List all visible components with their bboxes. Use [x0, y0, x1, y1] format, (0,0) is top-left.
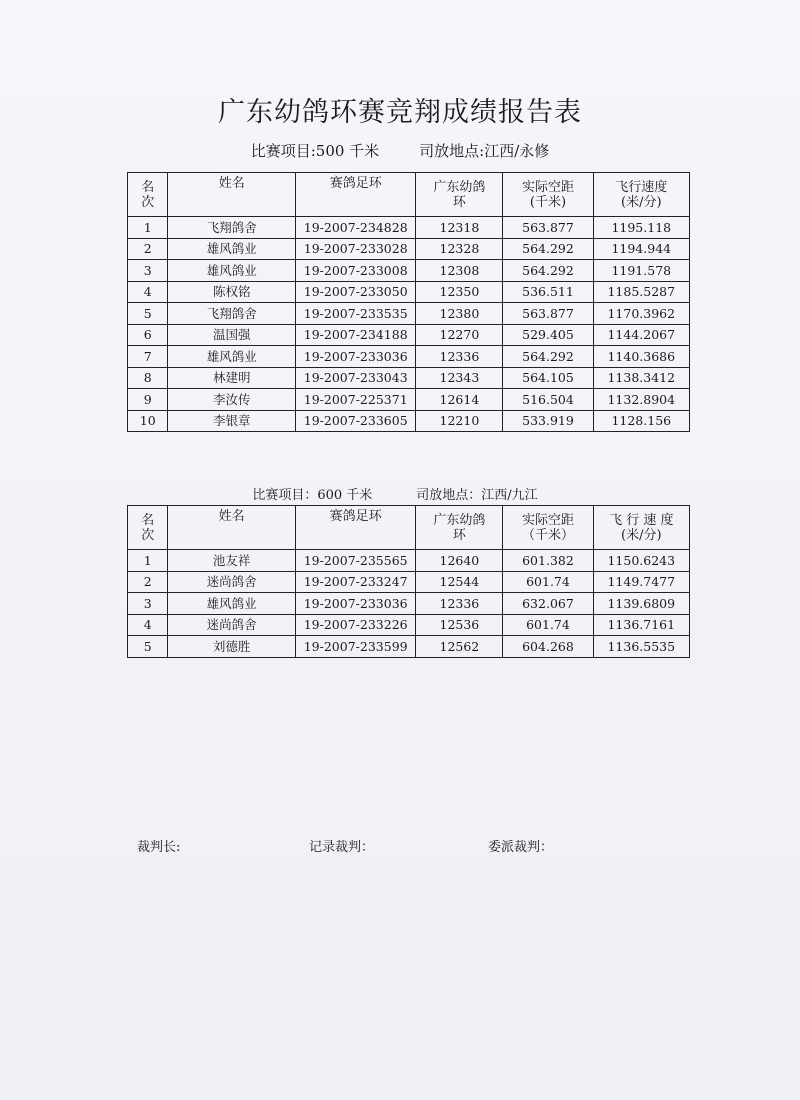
table-row: [128, 389, 690, 411]
cell-gd-ring: 12336: [416, 593, 503, 615]
cell-rank: 5: [128, 303, 168, 325]
race1-header-row: [128, 173, 690, 217]
cell-speed: 1140.3686: [593, 346, 689, 368]
table-row: [128, 346, 690, 368]
race1-subtitle: [0, 140, 800, 161]
cell-rank: 10: [128, 410, 168, 432]
cell-speed: 1144.2067: [593, 324, 689, 346]
header-speed: 飞 行 速 度 (米/分): [593, 506, 689, 550]
header-distance: 实际空距 (千米): [503, 173, 593, 217]
cell-name: 雄风鸽业: [168, 593, 296, 615]
cell-distance: 536.511: [503, 281, 593, 303]
cell-ring: 19-2007-233036: [295, 593, 415, 615]
cell-rank: 9: [128, 389, 168, 411]
cell-rank: 4: [128, 281, 168, 303]
race2-item-label: 比赛项目：600 千米: [252, 488, 373, 503]
cell-rank: 1: [128, 550, 168, 572]
table-row: [128, 593, 690, 615]
table-row: [128, 324, 690, 346]
recording-referee-label: 记录裁判：: [309, 840, 375, 855]
cell-gd-ring: 12343: [416, 367, 503, 389]
cell-distance: 564.292: [503, 260, 593, 282]
cell-distance: 563.877: [503, 217, 593, 239]
cell-ring: 19-2007-234828: [296, 217, 416, 239]
cell-gd-ring: 12562: [416, 636, 503, 658]
cell-rank: 4: [128, 614, 168, 636]
cell-rank: 8: [128, 367, 168, 389]
race1-results-table: [127, 172, 690, 432]
cell-name: 池友祥: [168, 550, 296, 572]
cell-ring: 19-2007-234188: [296, 324, 416, 346]
race2-location-label: 司放地点：江西/九江: [416, 488, 538, 503]
cell-name: 迷尚鸽舍: [168, 614, 296, 636]
cell-name: 飞翔鸽舍: [168, 217, 296, 239]
cell-rank: 3: [128, 260, 168, 282]
cell-distance: 516.504: [503, 389, 593, 411]
cell-name: 刘德胜: [168, 636, 296, 658]
table-row: [128, 571, 690, 593]
cell-ring: 19-2007-225371: [296, 389, 416, 411]
race1-table-body: [128, 217, 690, 432]
cell-speed: 1139.6809: [593, 593, 689, 615]
race2-results-table: [127, 505, 690, 658]
table-row: [128, 217, 690, 239]
header-ring: 赛鸽足环: [295, 506, 415, 550]
cell-ring: 19-2007-233226: [295, 614, 415, 636]
cell-rank: 5: [128, 636, 168, 658]
cell-speed: 1185.5287: [593, 281, 689, 303]
table-row: [128, 281, 690, 303]
cell-speed: 1149.7477: [593, 571, 689, 593]
cell-gd-ring: 12210: [416, 410, 503, 432]
cell-gd-ring: 12336: [416, 346, 503, 368]
header-rank: 名 次: [128, 506, 168, 550]
cell-name: 迷尚鸽舍: [168, 571, 296, 593]
cell-gd-ring: 12350: [416, 281, 503, 303]
cell-name: 陈权铭: [168, 281, 296, 303]
table-row: [128, 238, 690, 260]
cell-distance: 564.292: [503, 346, 593, 368]
table-row: [128, 550, 690, 572]
chief-referee-label: 裁判长:: [137, 840, 181, 855]
cell-ring: 19-2007-233043: [296, 367, 416, 389]
cell-speed: 1128.156: [593, 410, 689, 432]
header-gd-ring: 广东幼鸽 环: [416, 506, 503, 550]
cell-ring: 19-2007-233247: [295, 571, 415, 593]
cell-gd-ring: 12614: [416, 389, 503, 411]
cell-rank: 2: [128, 238, 168, 260]
table-row: [128, 410, 690, 432]
cell-gd-ring: 12640: [416, 550, 503, 572]
cell-name: 李汝传: [168, 389, 296, 411]
cell-name: 雄风鸽业: [168, 346, 296, 368]
cell-name: 雄风鸽业: [168, 238, 296, 260]
race2-table-body: [128, 550, 690, 658]
delegated-referee-label: 委派裁判：: [488, 840, 554, 855]
cell-name: 温国强: [168, 324, 296, 346]
cell-speed: 1136.5535: [593, 636, 689, 658]
cell-rank: 2: [128, 571, 168, 593]
cell-distance: 604.268: [503, 636, 593, 658]
cell-gd-ring: 12318: [416, 217, 503, 239]
cell-distance: 601.382: [503, 550, 593, 572]
race2-header-row: [128, 506, 690, 550]
cell-ring: 19-2007-233050: [296, 281, 416, 303]
cell-gd-ring: 12270: [416, 324, 503, 346]
cell-rank: 1: [128, 217, 168, 239]
cell-ring: 19-2007-233008: [296, 260, 416, 282]
header-distance: 实际空距 （千米）: [503, 506, 593, 550]
cell-distance: 533.919: [503, 410, 593, 432]
cell-rank: 6: [128, 324, 168, 346]
header-ring: 赛鸽足环: [296, 173, 416, 217]
cell-gd-ring: 12308: [416, 260, 503, 282]
cell-distance: 563.877: [503, 303, 593, 325]
cell-distance: 564.292: [503, 238, 593, 260]
cell-ring: 19-2007-233036: [296, 346, 416, 368]
cell-distance: 529.405: [503, 324, 593, 346]
cell-speed: 1195.118: [593, 217, 689, 239]
cell-name: 飞翔鸽舍: [168, 303, 296, 325]
report-title: 广东幼鸽环赛竞翔成绩报告表: [218, 97, 582, 128]
race1-item-label: 比赛项目:500 千米: [250, 142, 380, 160]
cell-name: 林建明: [168, 367, 296, 389]
table-row: [128, 260, 690, 282]
cell-speed: 1136.7161: [593, 614, 689, 636]
race2-subtitle: [0, 484, 795, 503]
cell-distance: 601.74: [503, 571, 593, 593]
cell-ring: 19-2007-233535: [296, 303, 416, 325]
cell-distance: 632.067: [503, 593, 593, 615]
cell-gd-ring: 12328: [416, 238, 503, 260]
cell-name: 雄风鸽业: [168, 260, 296, 282]
table-row: [128, 367, 690, 389]
cell-rank: 7: [128, 346, 168, 368]
race1-location-label: 司放地点:江西/永修: [419, 142, 550, 160]
cell-speed: 1191.578: [593, 260, 689, 282]
cell-name: 李银章: [168, 410, 296, 432]
cell-rank: 3: [128, 593, 168, 615]
cell-ring: 19-2007-233599: [295, 636, 415, 658]
cell-ring: 19-2007-233028: [296, 238, 416, 260]
cell-gd-ring: 12544: [416, 571, 503, 593]
header-rank: 名 次: [128, 173, 168, 217]
header-name: 姓名: [168, 506, 296, 550]
cell-speed: 1194.944: [593, 238, 689, 260]
cell-speed: 1150.6243: [593, 550, 689, 572]
header-gd-ring: 广东幼鸽 环: [416, 173, 503, 217]
cell-gd-ring: 12380: [416, 303, 503, 325]
cell-speed: 1132.8904: [593, 389, 689, 411]
table-row: [128, 614, 690, 636]
table-row: [128, 636, 690, 658]
cell-ring: 19-2007-235565: [295, 550, 415, 572]
header-speed: 飞行速度 (米/分): [593, 173, 689, 217]
cell-speed: 1138.3412: [593, 367, 689, 389]
header-name: 姓名: [168, 173, 296, 217]
cell-speed: 1170.3962: [593, 303, 689, 325]
cell-distance: 601.74: [503, 614, 593, 636]
cell-gd-ring: 12536: [416, 614, 503, 636]
cell-distance: 564.105: [503, 367, 593, 389]
cell-ring: 19-2007-233605: [296, 410, 416, 432]
table-row: [128, 303, 690, 325]
